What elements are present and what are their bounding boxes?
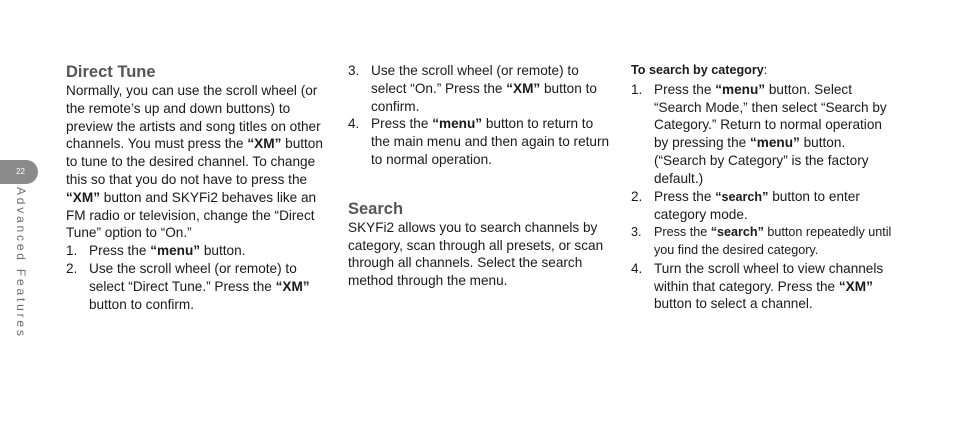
step-number: 3. xyxy=(348,63,360,78)
text-run: button to select a channel. xyxy=(654,296,813,312)
direct-tune-heading: Direct Tune xyxy=(66,63,156,81)
step-number: 3. xyxy=(631,225,642,240)
text-run: Use the scroll wheel (or remote) to select “Direct Tune.” Press the xyxy=(89,260,297,294)
text-run: Use the scroll wheel (or remote) to select “On.” Press the xyxy=(371,63,579,96)
bold-term: “XM” xyxy=(506,80,541,96)
list-item xyxy=(66,242,328,260)
text-run: Press the xyxy=(89,243,151,259)
text-run: Press the xyxy=(654,225,711,240)
bold-term: “menu” xyxy=(749,135,800,151)
search-heading: Search xyxy=(348,199,404,218)
step-number: 2. xyxy=(66,260,78,276)
list-item xyxy=(631,81,896,188)
text-run: button. (“Search by Category” is the factory default.) xyxy=(654,135,869,186)
list-item xyxy=(631,188,896,225)
list-item xyxy=(348,115,610,168)
direct-tune-steps-continued xyxy=(348,62,610,169)
step-number: 4. xyxy=(631,260,643,276)
list-item xyxy=(66,260,328,313)
text-run: button to enter category mode. xyxy=(654,188,860,223)
bold-term: “menu” xyxy=(432,116,483,132)
bold-term: “menu” xyxy=(715,81,766,97)
search-description: SKYFi2 allows you to search channels by category, scan through all presets, or scan through all channels. Select the search method through the menu. xyxy=(348,219,604,289)
text-run: Press the xyxy=(371,116,433,132)
page-number: 22 xyxy=(16,167,25,176)
subheading-text: To search by category xyxy=(631,63,764,77)
bold-term: “XM” xyxy=(275,278,310,294)
text-run: Press the xyxy=(654,188,716,204)
list-item xyxy=(631,260,896,313)
bold-term: “XM” xyxy=(838,278,873,294)
step-number: 4. xyxy=(348,116,360,132)
column-direct-tune xyxy=(66,62,328,313)
bold-term: “XM” xyxy=(247,136,282,152)
search-by-category-steps xyxy=(631,81,896,313)
bold-term: “menu” xyxy=(150,243,201,259)
bold-term: “XM” xyxy=(66,189,100,205)
bold-term: “search” xyxy=(715,189,769,204)
text-run: button to tune to the desired channel. To change this so that you do not have to press the xyxy=(66,136,323,187)
bold-term: “search” xyxy=(710,225,764,240)
direct-tune-intro xyxy=(66,82,328,242)
step-number: 2. xyxy=(631,188,643,204)
step-number: 1. xyxy=(631,81,643,97)
text-run: button. xyxy=(200,243,246,259)
direct-tune-steps xyxy=(66,242,328,313)
text-run: Normally, you can use the scroll wheel (or the remote’s up and down buttons) to preview the artists and song titles on other channels. You must press the xyxy=(66,83,321,152)
list-item xyxy=(348,62,610,115)
column-search-by-category xyxy=(631,62,896,313)
section-label: Advanced Features xyxy=(14,187,28,339)
text-run: Press the xyxy=(654,81,716,97)
list-item xyxy=(631,224,896,260)
text-run: Turn the scroll wheel to view channels within that category. Press the xyxy=(654,260,884,294)
subheading-colon: : xyxy=(763,63,768,77)
search-by-category-subheading xyxy=(631,62,896,80)
text-run: button and SKYFi2 behaves like an FM radio or television, change the “Direct Tune” option to “On.” xyxy=(66,189,317,241)
column-continued-search xyxy=(348,62,610,290)
text-run: button. Select “Search Mode,” then select “Search by Category.” Return to normal operation by pressing the xyxy=(654,81,887,151)
text-run: button to confirm. xyxy=(371,80,597,114)
text-run: button to return to the main menu and then again to return to normal operation. xyxy=(371,116,610,167)
step-number: 1. xyxy=(66,243,78,259)
text-run: button repeatedly until you find the desired category. xyxy=(654,225,892,257)
text-run: button to confirm. xyxy=(89,296,195,312)
